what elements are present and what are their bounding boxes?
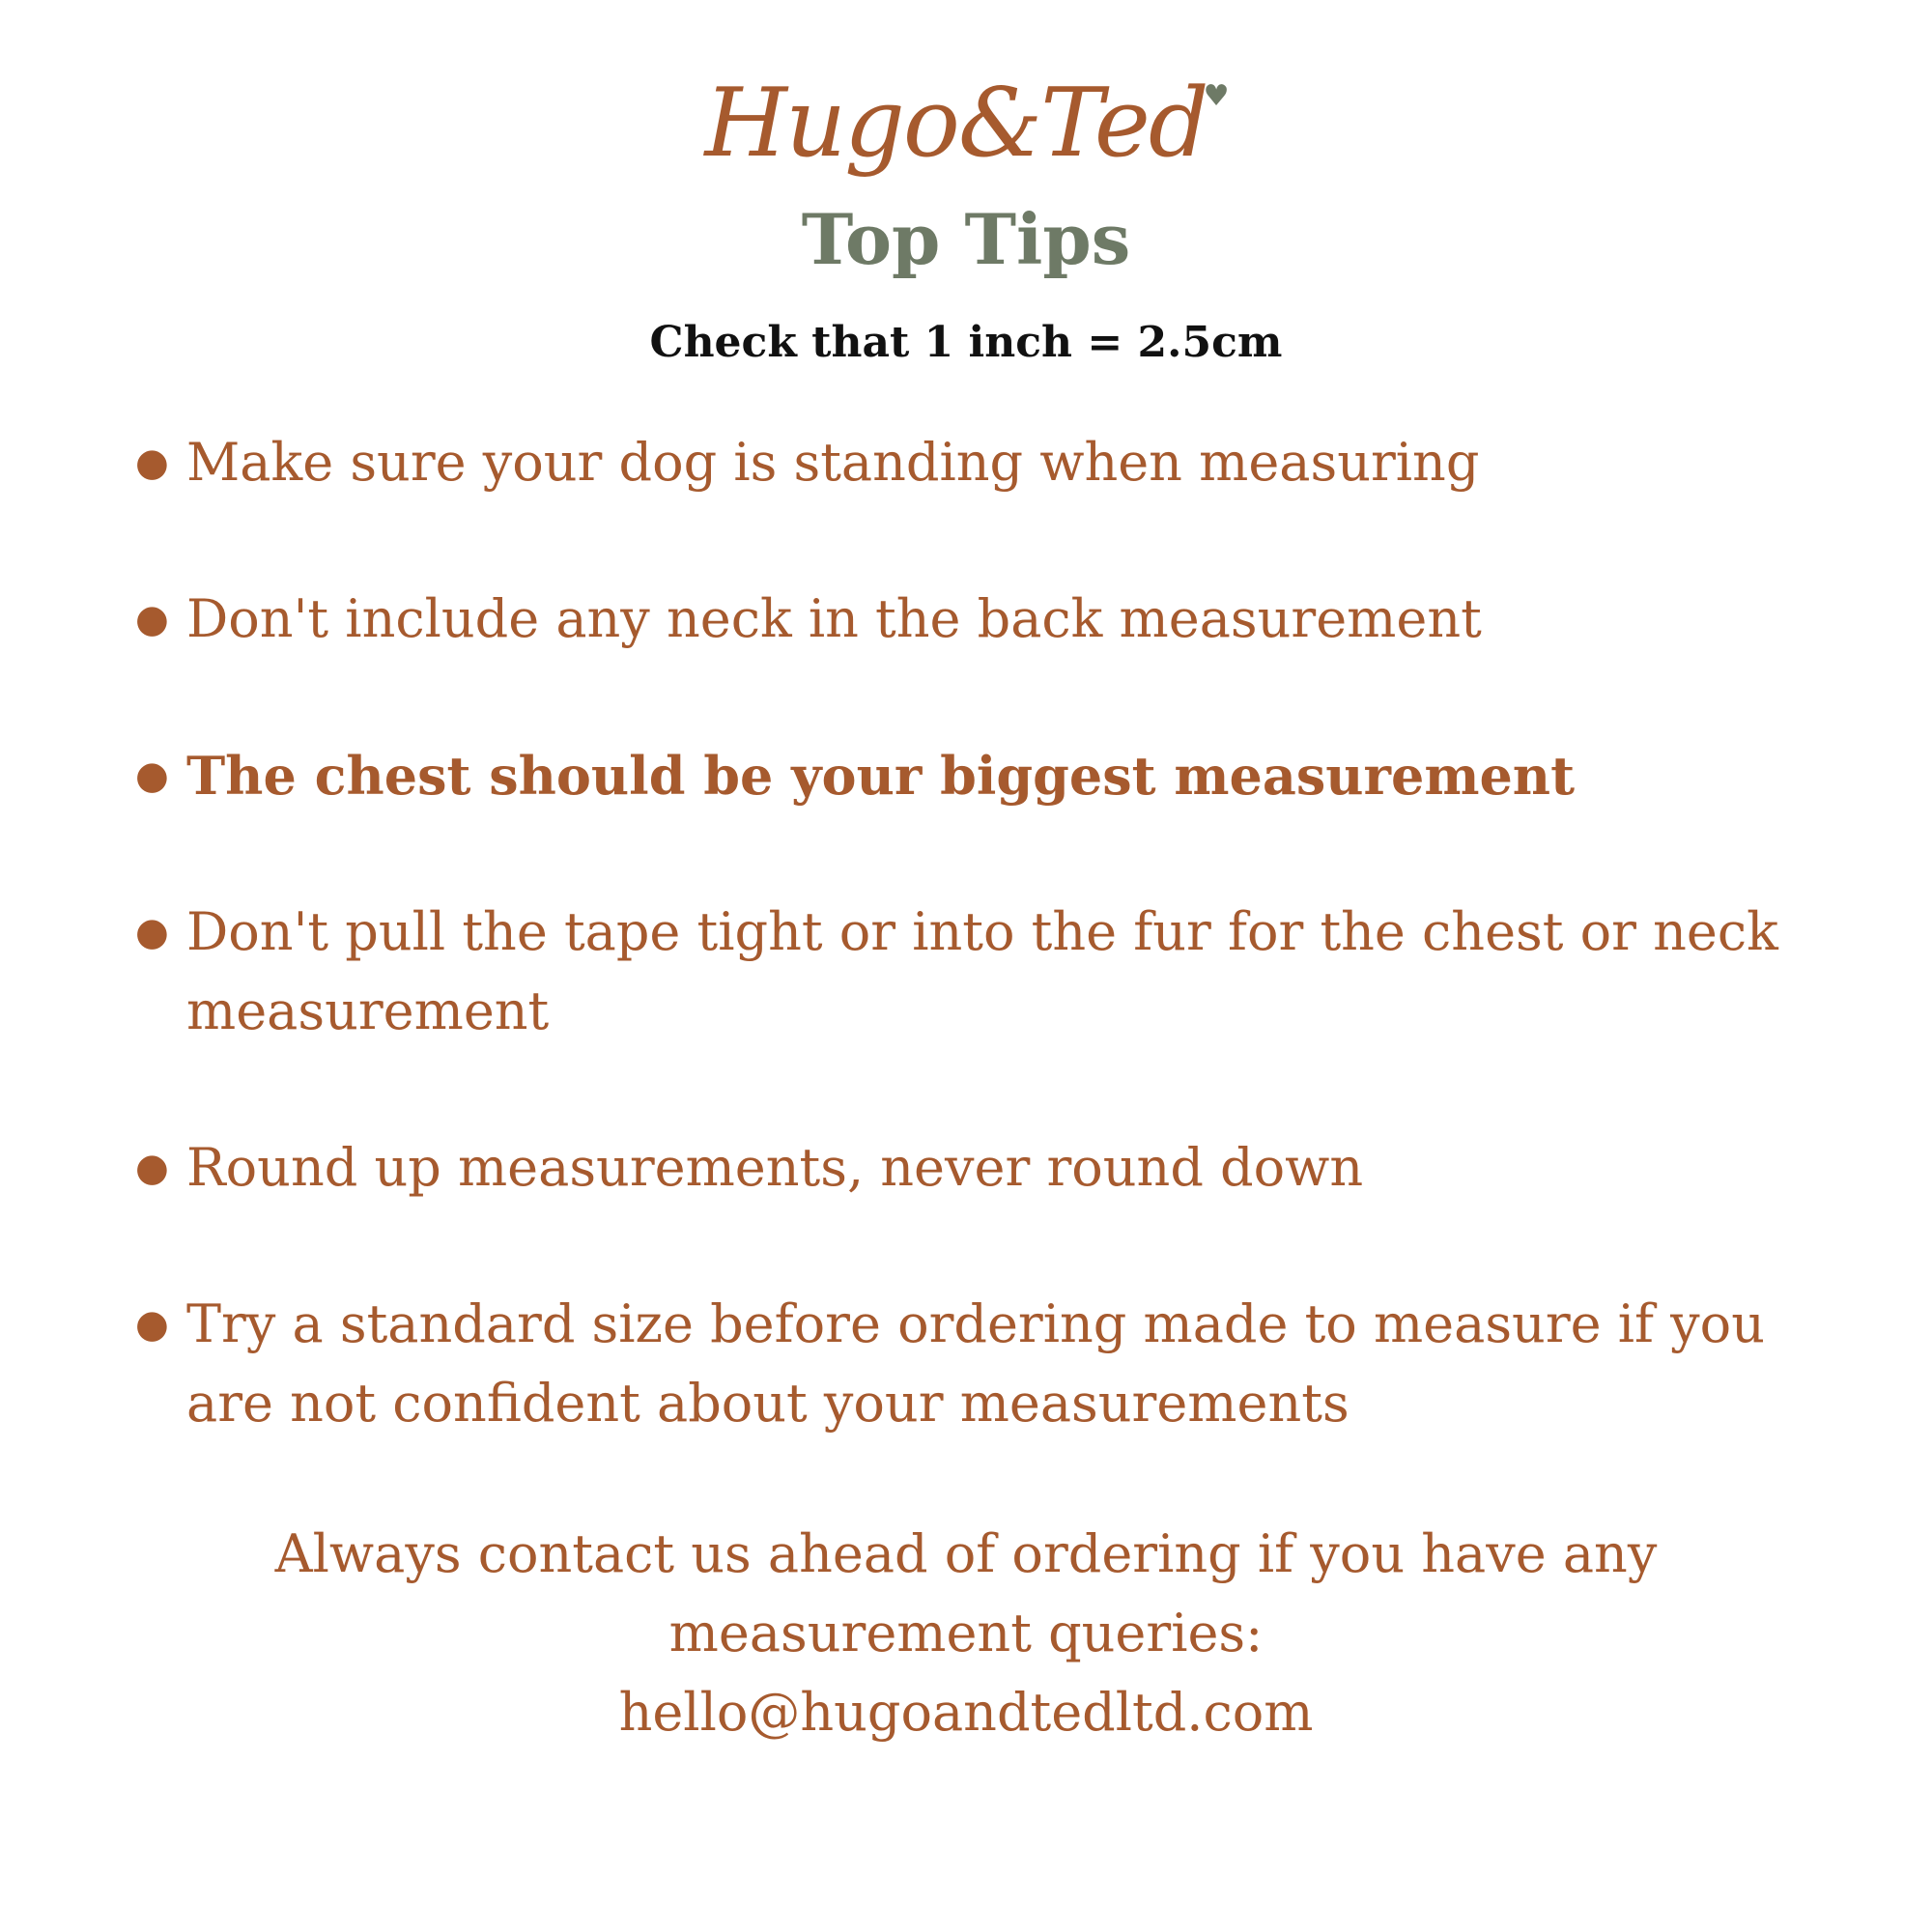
bullet-icon: ● bbox=[135, 910, 169, 954]
tip-text: Try a standard size before ordering made to measure if you are not confident about your measurements bbox=[186, 1293, 1765, 1434]
tip-item bbox=[135, 423, 1797, 502]
tip-item bbox=[135, 580, 1797, 659]
tip-text: Don't include any neck in the back measurement bbox=[186, 588, 1482, 649]
bullet-icon: ● bbox=[135, 753, 169, 798]
bullet-icon: ● bbox=[135, 1146, 169, 1190]
tip-item bbox=[135, 893, 1797, 1051]
bullet-icon: ● bbox=[135, 597, 169, 641]
page-title: Top Tips bbox=[801, 198, 1131, 280]
tip-text: Don't pull the tape tight or into the fur for the chest or neck measurement bbox=[186, 901, 1778, 1041]
bullet-icon: ● bbox=[135, 1302, 169, 1347]
tip-item bbox=[135, 1285, 1797, 1443]
contact-footer bbox=[97, 1515, 1835, 1752]
page-subtitle: Check that 1 inch = 2.5cm bbox=[649, 318, 1283, 367]
tip-text: Make sure your dog is standing when measuring bbox=[186, 432, 1480, 493]
tip-text: The chest should be your biggest measurement bbox=[186, 745, 1576, 807]
tip-text: Round up measurements, never round down bbox=[186, 1137, 1364, 1198]
tip-item bbox=[135, 736, 1797, 815]
brand-logo bbox=[0, 39, 1932, 182]
heart-icon: ♥ bbox=[1203, 79, 1228, 113]
contact-message: Always contact us ahead of ordering if you have any measurement queries: bbox=[274, 1523, 1658, 1663]
contact-email[interactable]: hello@hugoandtedltd.com bbox=[618, 1682, 1314, 1743]
logo-text: Hugo&Ted bbox=[704, 69, 1208, 179]
bullet-icon: ● bbox=[135, 440, 169, 485]
tip-item bbox=[135, 1128, 1797, 1208]
